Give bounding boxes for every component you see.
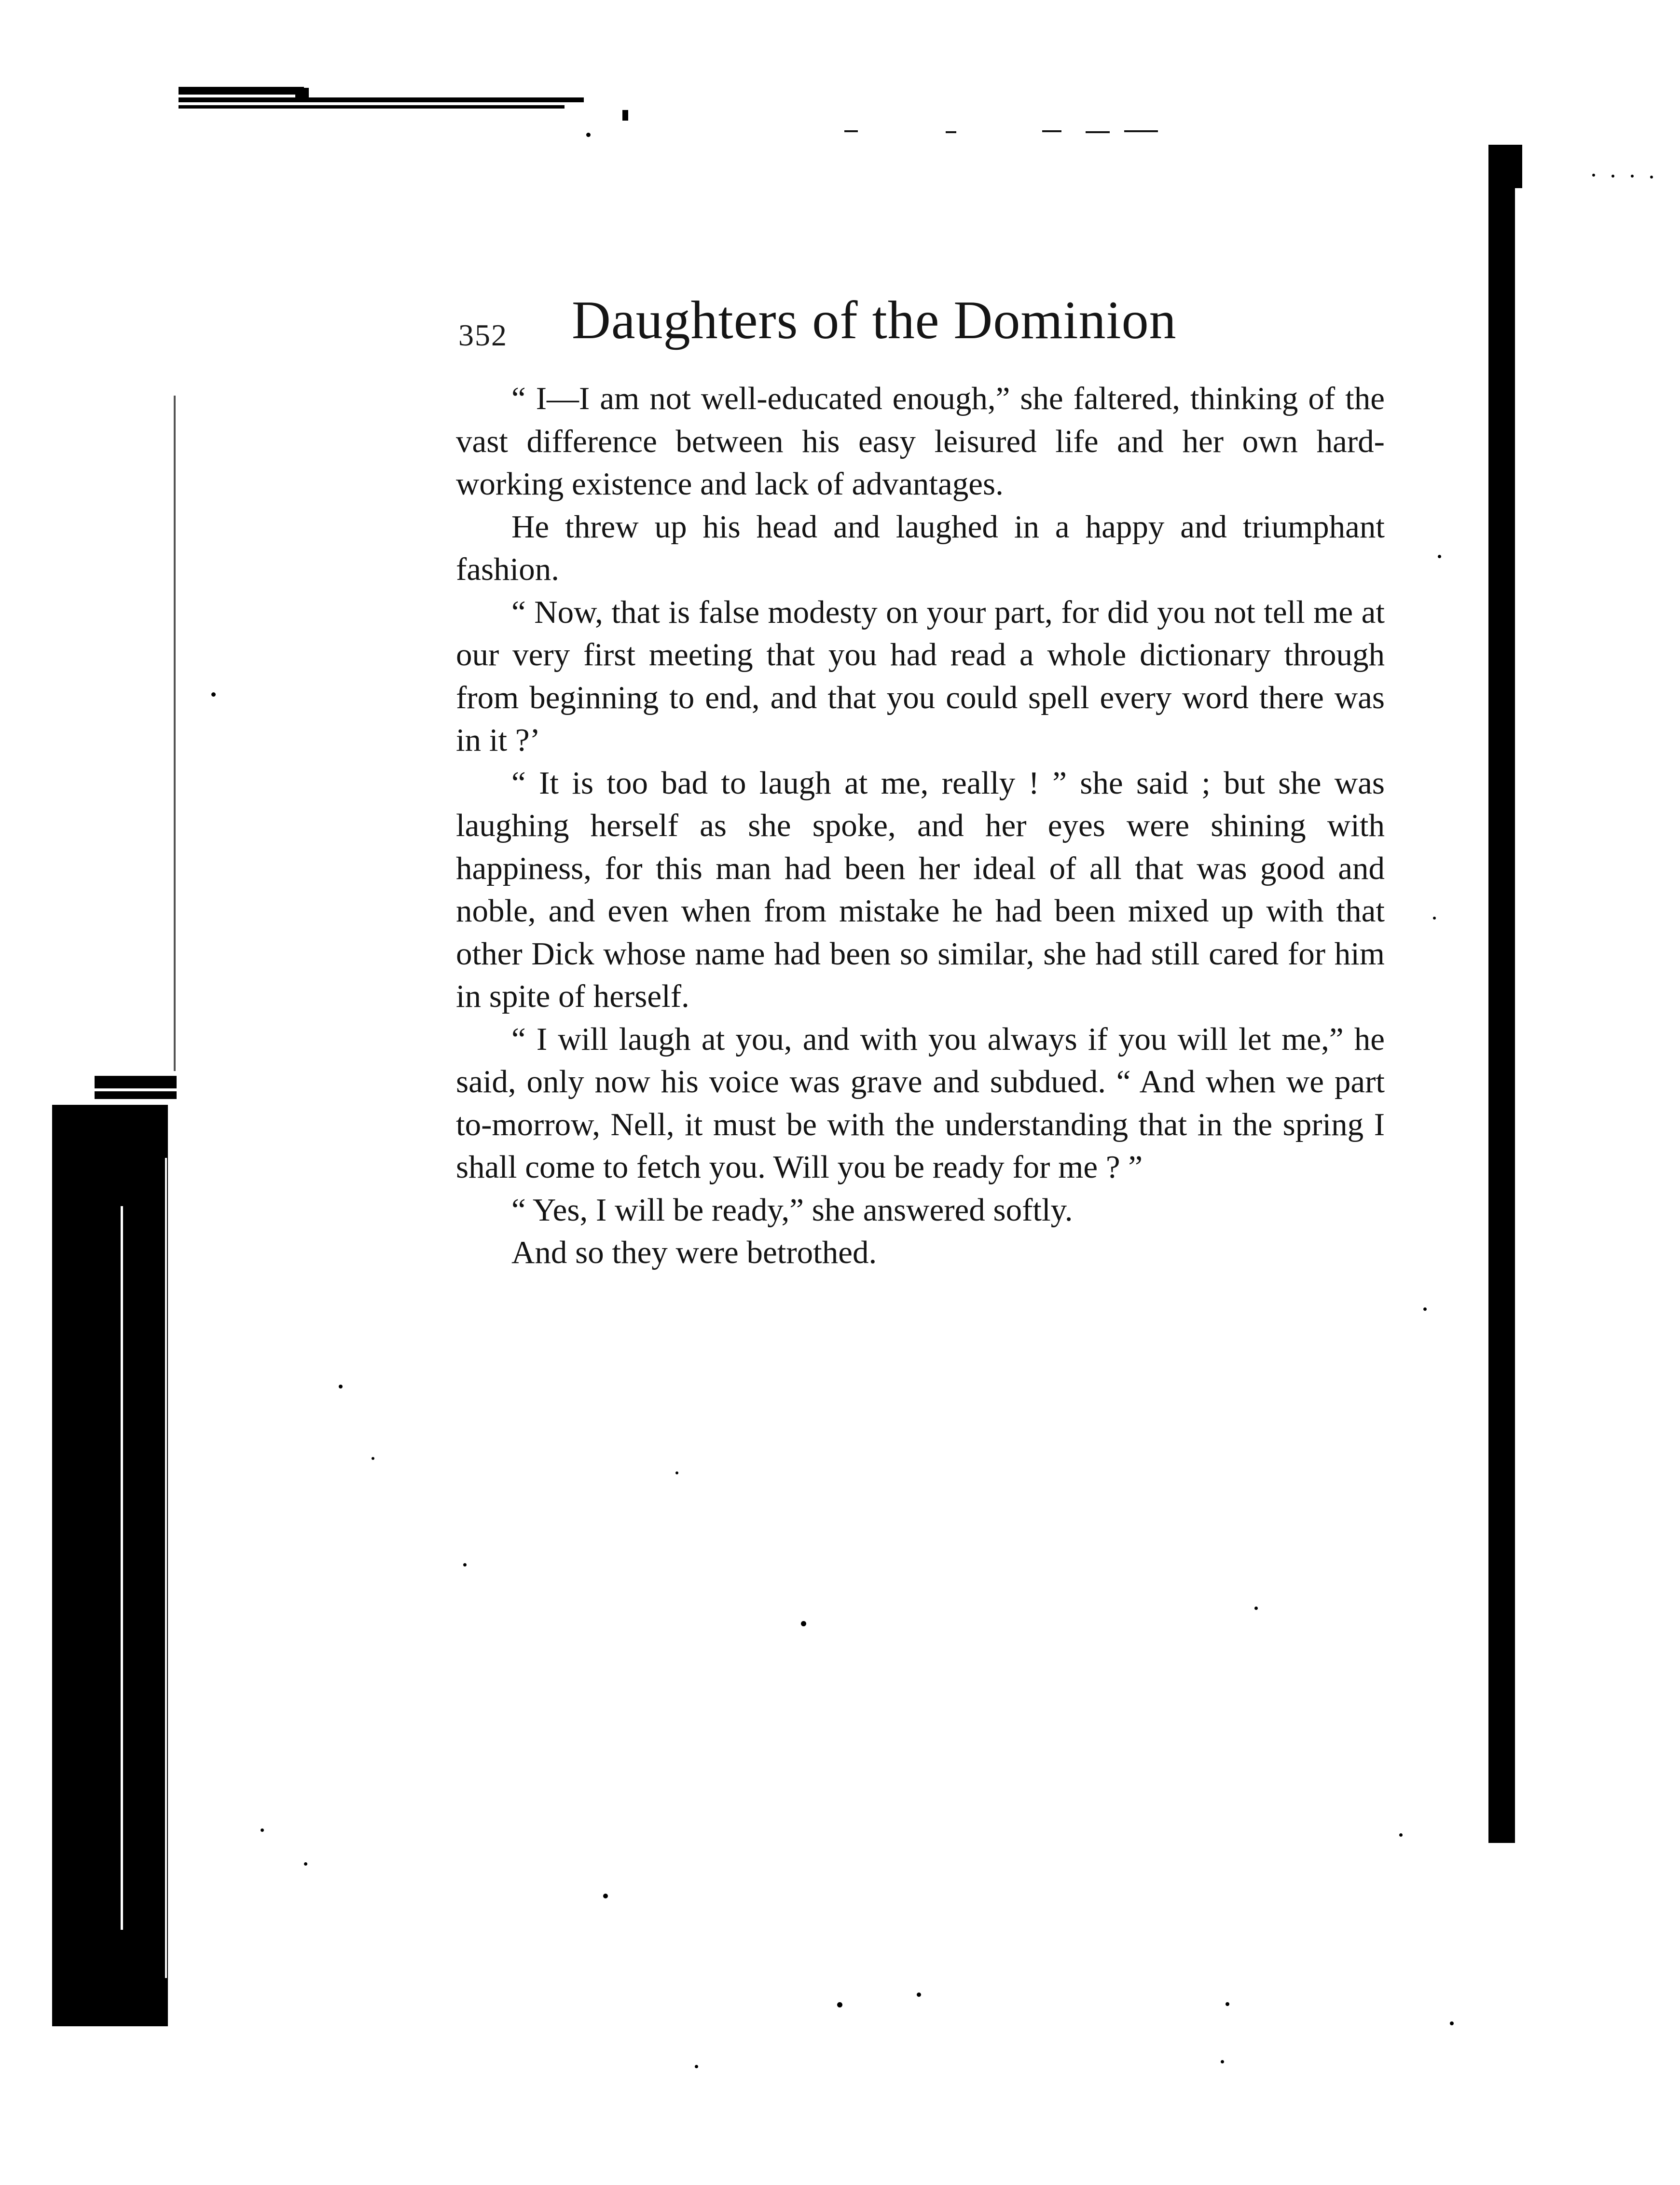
scan-dash — [844, 130, 858, 132]
paragraph: “ Now, that is false modesty on your part, for did you not tell me at our very first meeting that you had read a whole dictionary through from beginning to end, and that you could spell every word there was in it ?’ — [456, 594, 1385, 758]
body-text — [456, 377, 1385, 1274]
scan-speck — [1438, 555, 1441, 558]
scan-bar-top — [179, 87, 304, 95]
scan-speck — [1631, 175, 1634, 178]
scan-speck — [261, 1828, 264, 1832]
paragraph: “ I—I am not well-educated enough,” she faltered, thinking of the vast difference between his easy leisured life and her own hard-working existence and lack of advantages. — [456, 381, 1385, 502]
scan-speck — [463, 1563, 467, 1567]
scan-speck — [1254, 1607, 1258, 1610]
scan-dash — [1086, 131, 1110, 133]
running-title: Daughters of the Dominion — [572, 290, 1177, 350]
paragraph: He threw up his head and laughed in a happy and triumphant fashion. — [456, 508, 1385, 587]
scan-bar-top — [179, 97, 584, 102]
scan-speck — [211, 692, 216, 697]
scan-speck — [304, 1862, 307, 1866]
scan-speck — [1221, 2060, 1224, 2063]
scan-speck — [1650, 176, 1653, 179]
scan-speck — [1423, 1307, 1427, 1311]
scan-speck — [695, 2065, 698, 2068]
page-number: 352 — [458, 318, 508, 352]
scan-bar-right — [1488, 145, 1515, 1843]
scan-speck — [1450, 2021, 1454, 2025]
scan-speck — [586, 133, 591, 137]
page-header — [458, 289, 1399, 362]
scan-bar-top — [179, 105, 565, 109]
scan-bar-top — [622, 110, 628, 121]
scan-speck — [675, 1471, 678, 1474]
scan-speck — [1592, 174, 1595, 177]
scan-speck — [1399, 1833, 1403, 1837]
scan-speck — [1433, 917, 1436, 920]
scan-dash — [946, 131, 956, 133]
paragraph: “ I will laugh at you, and with you always if you will let me,” he said, only now his voice was grave and subdued. “ And when we part to-morrow, Nell, it must be with the understanding that in the spring I shall come to fetch you. Will you be ready for me ? ” — [456, 1021, 1385, 1185]
scan-speck — [1226, 2002, 1229, 2006]
scan-speck — [801, 1621, 806, 1626]
scan-speck — [372, 1457, 374, 1460]
scan-dash — [1124, 130, 1158, 132]
scan-bar-right-notch — [1508, 145, 1522, 188]
scan-line-left — [121, 1206, 123, 1930]
paragraph: And so they were betrothed. — [511, 1235, 877, 1270]
scan-line-left — [165, 1158, 167, 1978]
paragraph: “ It is too bad to laugh at me, really ! ” she said ; but she was laughing herself as she spoke, and her eyes were shining with happiness, for this man had been her ideal of all that was good and noble, and even when from mistake he had been mixed up with that other Dick whose name had been so similar, she had still cared for him in spite of herself. — [456, 765, 1385, 1014]
paragraph: “ Yes, I will be ready,” she answered softly. — [511, 1192, 1073, 1228]
scan-dash — [1042, 130, 1061, 132]
scan-bar-top — [295, 88, 309, 99]
scan-speck — [603, 1894, 608, 1898]
scan-speck — [917, 1993, 921, 1997]
scan-speck — [837, 2002, 842, 2007]
scan-speck — [339, 1385, 343, 1388]
scan-bar-left — [52, 1105, 168, 2026]
scan-bar-left — [95, 1091, 177, 1099]
scan-bar-left — [95, 1076, 177, 1088]
scan-line-left — [174, 396, 176, 1071]
scan-speck — [1611, 175, 1614, 178]
